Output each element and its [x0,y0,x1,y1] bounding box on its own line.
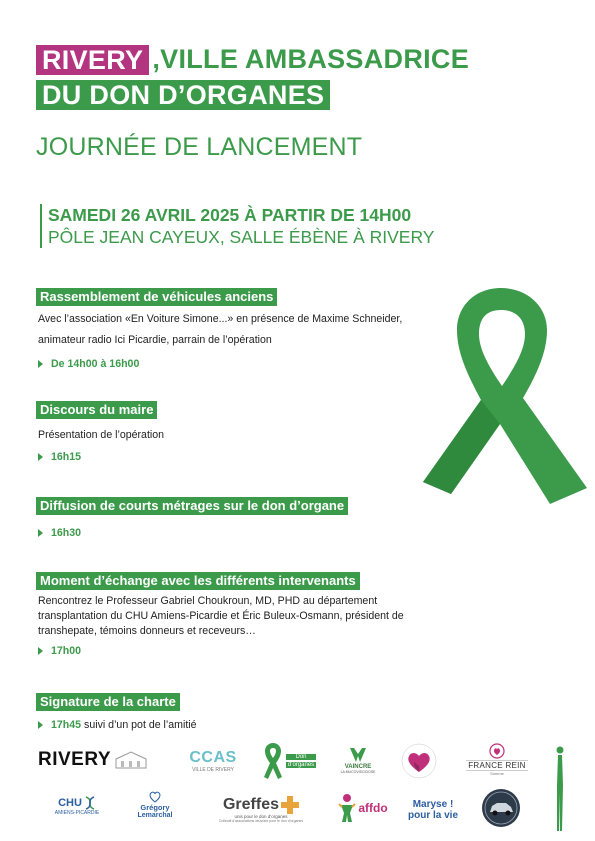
program-text-line: transhepate, témoins donneurs et receveurs… [38,625,256,637]
ribbon-icon [405,282,595,517]
title-line2-tag: DU DON D’ORGANES [36,80,330,110]
vaincre-mark-icon [348,746,368,764]
vaincre-logo-text: VAINCRE [344,764,372,770]
ccas-logo-text: CCAS [189,749,237,766]
program-heading: Diffusion de courts métrages sur le don d’organe [36,497,348,515]
title-line-1 [36,43,469,76]
france-rein-logo-subtext: Somme [490,771,504,776]
program-time-text: 16h30 [51,527,82,539]
program-description [36,428,164,443]
program-item-4 [36,572,404,657]
chu-logo [52,789,102,823]
title-block [36,43,469,109]
program-description [36,594,404,639]
program-description [36,312,402,348]
france-rein-logo-text: FRANCE REIN [468,761,526,770]
event-date: SAMEDI 26 AVRIL 2025 À PARTIR DE 14H00 [48,205,412,225]
program-item-2 [36,401,164,463]
don-organes-logo [258,739,320,783]
triangle-bullet-icon [38,721,43,729]
program-item-5 [36,693,197,731]
chu-logo-text: CHU [58,797,82,809]
program-time-text: De 14h00 à 16h00 [51,358,140,370]
program-time-text: 17h00 [51,645,82,657]
maryse-logo-text: Maryse ! [412,799,454,810]
partner-logos [0,735,595,835]
program-time [36,358,402,370]
gregory-lemarchal-icon [148,791,162,803]
program-text-line: Avec l’association «En Voiture Simone...» en présence de Maxime Schneider, [38,313,403,325]
transhepate-figure-logo [552,743,568,835]
title-rivery-tag: RIVERY [36,45,149,75]
ccas-logo [185,745,241,777]
heart-icon [399,742,439,780]
program-item-3 [36,497,348,539]
triangle-bullet-icon [38,647,43,655]
france-rein-logo [463,739,531,779]
rivery-logo-text: RIVERY [38,749,112,770]
program-text-line: Rencontrez le Professeur Gabriel Choukroun, MD, PHD au département [38,595,378,607]
vaincre-logo-subtext: LA MUCOVISCIDOSE [340,770,376,774]
chu-logo-subtext: AMIENS-PICARDIE [54,810,100,816]
program-time-text: 17h45 [51,719,82,731]
event-place: PÔLE JEAN CAYEUX, SALLE ÉBÈNE À RIVERY [48,227,435,247]
program-time-suffix: suivi d’un pot de l’amitié [84,719,197,731]
greffes-logo [205,791,317,827]
france-rein-emblem-icon [488,742,506,760]
rivery-logo [38,747,158,773]
maryse-logo [408,793,458,827]
program-heading: Signature de la charte [36,693,180,711]
chu-dna-icon [84,796,96,810]
subtitle: JOURNÉE DE LANCEMENT [36,133,363,161]
title-rest: ,VILLE AMBASSADRICE [152,44,470,74]
building-icon [114,750,148,770]
triangle-bullet-icon [38,529,43,537]
don-organes-word1: Don [286,754,316,760]
green-ribbon-icon [262,741,284,781]
title-line-2 [36,76,469,109]
standing-figure-icon [553,745,567,833]
program-heading: Discours du maire [36,401,157,419]
vintage-car-badge-icon [481,788,521,828]
triangle-bullet-icon [38,453,43,461]
program-text-line: transplantation du CHU Amiens-Picardie et Éric Buleux-Osmann, président de [38,610,404,622]
ccas-logo-subtext: VILLE DE RIVERY [192,767,234,773]
program-heading: Moment d’échange avec les différents intervenants [36,572,360,590]
don-organes-text [286,754,316,768]
heart-association-logo [398,741,440,781]
affdo-logo-text: affdo [358,801,388,815]
program-time-text: 16h15 [51,451,82,463]
maryse-logo-text-2: pour la vie [408,810,459,821]
affdo-logo [333,789,393,827]
gregory-logo-text-2: Lemarchal [137,812,173,819]
greffes-logo-mark [223,796,299,814]
program-time [36,451,164,463]
chu-logo-mark [58,796,96,810]
greffes-logo-text: Greffes [222,795,280,813]
greffes-logo-subtext-2: Collectif d’associations œuvrant pour le don d’organes [218,818,304,823]
triangle-bullet-icon [38,360,43,368]
event-info [40,204,434,248]
gregory-logo-text: Grégory [140,803,170,812]
affdo-figure-icon [338,793,356,823]
program-time [36,719,197,731]
program-heading: Rassemblement de véhicules anciens [36,288,277,306]
program-time [36,527,348,539]
gregory-lemarchal-logo [130,785,180,825]
program-time [36,645,404,657]
program-text-line: animateur radio Ici Picardie, parrain de l’opération [38,334,272,346]
program-text-line: Présentation de l’opération [38,429,165,441]
plus-icon [281,796,299,814]
greffes-logo-subtext: unis pour le don d’organes [234,813,288,819]
vaincre-logo [340,741,376,779]
program-item-1 [36,288,402,370]
don-organes-word2: d’organes [287,762,315,768]
en-voiture-simone-logo [480,787,522,829]
